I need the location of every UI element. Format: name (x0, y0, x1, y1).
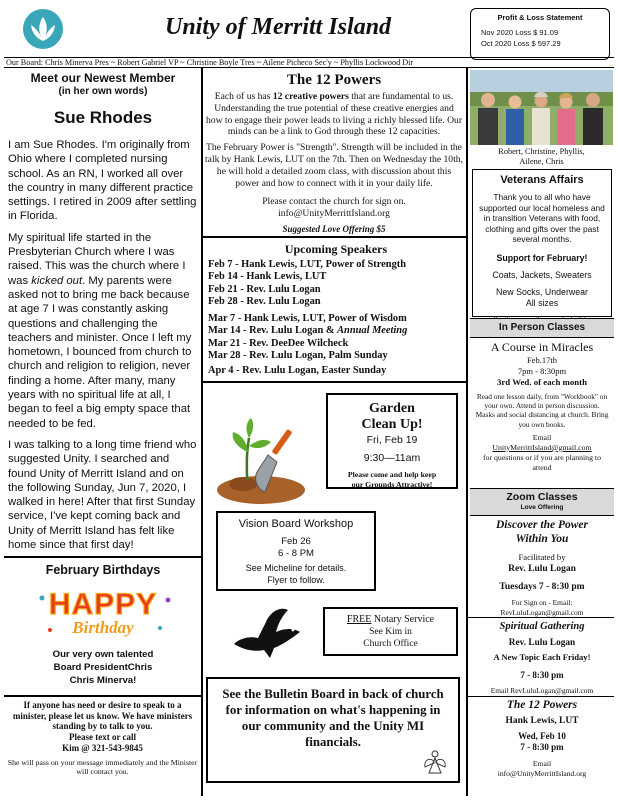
garden-title: Clean Up! (361, 417, 423, 432)
powers-paragraph: Each of us has 12 creative powers that are fundamental to us. Understanding the true potential of these creative energies and how to engage their power leads to living a richly blessed life. Our minds can be a link to God through these 12 capacities. (205, 91, 463, 138)
profit-loss-row: Oct 2020 Loss $ 597.29 (481, 39, 561, 48)
zoom-powers-time: 7 - 8:30 pm (520, 742, 564, 752)
powers-paragraph: The February Power is "Strength". Strength will be included in the talk by Hank Lewis, LUT on the 7th. Then on Wednesday the 10th, he will hold a detailed zoom class, with discussion about this power and how to connect with it in your daily life. (205, 142, 463, 189)
zoom-powers-date: Wed, Feb 10 (518, 731, 566, 741)
bulletin-text: See the Bulletin Board in back of church for information on what's happening in our community and the Unity MI financials. (222, 687, 444, 749)
powers-email: info@UnityMerrittIsland.org (278, 208, 390, 220)
speaker-row: Mar 14 - Rev. Lulu Logan & Annual Meeting (208, 325, 408, 337)
column-divider-right (466, 68, 468, 796)
zoom-12-powers-section (470, 698, 614, 778)
course-in-miracles-section (470, 340, 614, 473)
member-paragraph: I was talking to a long time friend who suggested Unity. I searched and found Unity of Merritt Island and on the following Sunday, Jun 7, 2020, I walked in here! After that first Sunday service, I've kept coming back and Unity of Merritt Island has felt like home since that first day! (8, 438, 197, 552)
speaker-row: Apr 4 - Rev. Lulu Logan, Easter Sunday (208, 365, 387, 377)
ministers-note: She will pass on your message immediately and the Minister will contact you. (7, 757, 198, 776)
vision-time: 6 - 8 PM (278, 548, 314, 559)
angel-icon (422, 749, 448, 775)
speaker-row: Mar 21 - Rev. DeeDee Wilcheck (208, 337, 349, 349)
discover-email[interactable]: RevLuluLogan@gmail.com (500, 607, 584, 617)
discover-title: Discover the Power (496, 519, 588, 531)
board-photo (470, 70, 613, 145)
course-description: Read one lesson daily, from "Workbook" on your own. Attend in person discussion. Masks and social distancing at church. Bring you own books. (475, 392, 609, 429)
discover-title: Within You (515, 533, 569, 545)
garden-note: our Grounds Attractive! (351, 480, 433, 489)
course-date: Feb.17th (527, 355, 557, 365)
speaker-row: Feb 21 - Rev. Lulu Logan (208, 283, 321, 295)
gathering-leader: Rev. Lulu Logan (508, 638, 576, 648)
veterans-heading: Veterans Affairs (500, 174, 584, 186)
upcoming-speakers-section (208, 242, 464, 378)
bulletin-board-box (206, 677, 460, 783)
divider (4, 695, 201, 697)
gathering-topic: A New Topic Each Friday! (493, 652, 591, 662)
course-email-link[interactable]: UnityMerrittIsland@gmail.com (492, 442, 592, 452)
divider (201, 381, 467, 383)
course-email-note: for questions or if you are planning to attend (482, 452, 601, 472)
discover-facilitator: Rev. Lulu Logan (508, 564, 576, 574)
powers-heading: The 12 Powers (286, 72, 382, 88)
birthday-line: Chris Minerva! (69, 675, 137, 686)
course-recur: 3rd Wed. of each month (496, 377, 587, 387)
garden-trowel-illustration (213, 410, 313, 506)
garden-title: Garden (369, 401, 415, 416)
notary-title: FREE Notary Service (346, 614, 435, 625)
divider (201, 236, 467, 238)
profit-loss-box (470, 8, 610, 60)
column-divider-left (201, 68, 203, 796)
veterans-support-heading: Support for February! (496, 252, 588, 263)
happy-art-text: HAPPY (48, 588, 158, 621)
gathering-email[interactable]: Email RevLuluLogan@gmail.com (490, 686, 594, 695)
discover-power-section (470, 518, 614, 617)
divider (466, 696, 614, 697)
speaker-row: Feb 7 - Hank Lewis, LUT, Power of Strength (208, 259, 406, 270)
member-paragraph: I am Sue Rhodes. I'm originally from Ohio where I completed nursing school. As an RN, I worked all over the country in many different practice settings. I retired in 2009 after settling in Florida. (8, 139, 197, 223)
newsletter-title: Unity of Merritt Island (165, 14, 392, 40)
notary-box (323, 607, 458, 656)
garden-cleanup-box (326, 393, 458, 489)
veterans-item: New Socks, Underwear (496, 286, 588, 297)
newest-member-heading: Meet our Newest Member (30, 71, 176, 85)
profit-loss-row: Nov 2020 Loss $ 91.09 (481, 28, 559, 37)
vision-date: Feb 26 (281, 536, 311, 547)
speaker-row: Mar 7 - Hank Lewis, LUT, Power of Wisdom (208, 313, 407, 325)
in-person-band: In Person Classes (470, 318, 614, 338)
zoom-powers-leader: Hank Lewis, LUT (505, 716, 579, 726)
ministers-phone: Kim @ 321-543-9845 (62, 742, 143, 753)
discover-facilitator-label: Facilitated by (518, 552, 566, 562)
member-name: Sue Rhodes (53, 108, 153, 127)
veterans-item: All sizes (525, 297, 559, 308)
course-title: A Course in Miracles (490, 340, 594, 354)
profit-loss-title: Profit & Loss Statement (497, 13, 583, 22)
twelve-powers-section (205, 72, 463, 236)
member-paragraph: My spiritual life started in the Presbyterian Church where I was raised. This was the church where I was kicked out. My parents were asked not to bring me back because at age 7 I was constantly asking questions and challenging the teachers and minister. Once I left my hometown, I bounced from church to church and religion to religion, never finding a home. After many, many years with no spiritual life at all, I began to feel a big empty space that needed to be fed. (8, 231, 192, 430)
ministers-section (6, 700, 199, 777)
speaker-row: Feb 28 - Rev. Lulu Logan (208, 295, 321, 307)
course-email-label: Email (532, 432, 552, 442)
powers-offering: Suggested Love Offering $5 (282, 223, 386, 234)
speaker-row: Mar 28 - Rev. Lulu Logan, Palm Sunday (208, 350, 388, 362)
discover-time: Tuesdays 7 - 8:30 pm (499, 582, 585, 592)
unity-logo (22, 8, 64, 50)
discover-signon: For Sign on - Email: (511, 598, 573, 607)
veterans-item: Coats, Jackets, Sweaters (492, 269, 592, 280)
vision-note: Flyer to follow. (267, 574, 325, 585)
birthdays-section (8, 562, 198, 687)
veterans-box (472, 169, 612, 317)
course-time: 7pm - 8:30pm (517, 366, 567, 376)
notary-note: See Kim in (369, 627, 412, 637)
spiritual-gathering-section (470, 620, 614, 696)
speakers-heading: Upcoming Speakers (284, 242, 388, 256)
divider (4, 556, 201, 558)
zoom-band-title: Zoom Classes (506, 491, 578, 503)
vision-note: See Micheline for details. (245, 563, 347, 573)
zoom-powers-email-label: Email (532, 759, 552, 768)
birthday-art-text: Birthday (72, 618, 134, 637)
birthday-line: Board PresidentChris (53, 662, 153, 673)
divider (466, 617, 614, 618)
gathering-time: 7 - 8:30 pm (520, 670, 564, 680)
notary-note: Church Office (363, 639, 418, 649)
speaker-row: Feb 14 - Hank Lewis, LUT (208, 271, 327, 283)
gathering-title: Spiritual Gathering (499, 621, 585, 632)
happy-birthday-art (28, 586, 178, 638)
dove-icon (230, 600, 308, 662)
zoom-band-subtitle: Love Offering (520, 504, 564, 511)
garden-date: Fri, Feb 19 (366, 434, 418, 446)
vision-board-box (216, 511, 376, 591)
garden-time: 9:30—11am (363, 452, 421, 464)
newest-member-subheading: (in her own words) (58, 86, 148, 97)
board-members-line: Our Board: Chris Minerva Pres ~ Robert Gabriel VP ~ Christine Boyle Tres ~ Ailene Picheco Sec'y ~ Phyllis Lockwood Dir (4, 57, 614, 68)
birthday-line: Our very own talented (52, 649, 154, 660)
zoom-powers-title: The 12 Powers (506, 699, 578, 711)
zoom-powers-email[interactable]: info@UnityMerrittIsland.org (497, 768, 587, 778)
newest-member-section (8, 71, 198, 552)
ministers-text: Please text or call (68, 731, 137, 742)
photo-caption: Robert, Christine, Phyllis, Ailene, Chris (498, 147, 585, 166)
veterans-text: Thank you to all who have supported our local homeless and in transition Veterans with food, clothing and gifts over the past several months. (479, 192, 605, 244)
zoom-band (470, 488, 614, 516)
garden-note: Please come and help keep (347, 470, 437, 479)
vision-title: Vision Board Workshop (238, 518, 354, 530)
powers-contact: Please contact the church for sign on. (262, 196, 406, 208)
birthdays-heading: February Birthdays (45, 563, 161, 577)
ministers-text: If anyone has need or desire to speak to a minister, please let us know. We have ministers standing by to talk to you. (12, 700, 193, 731)
